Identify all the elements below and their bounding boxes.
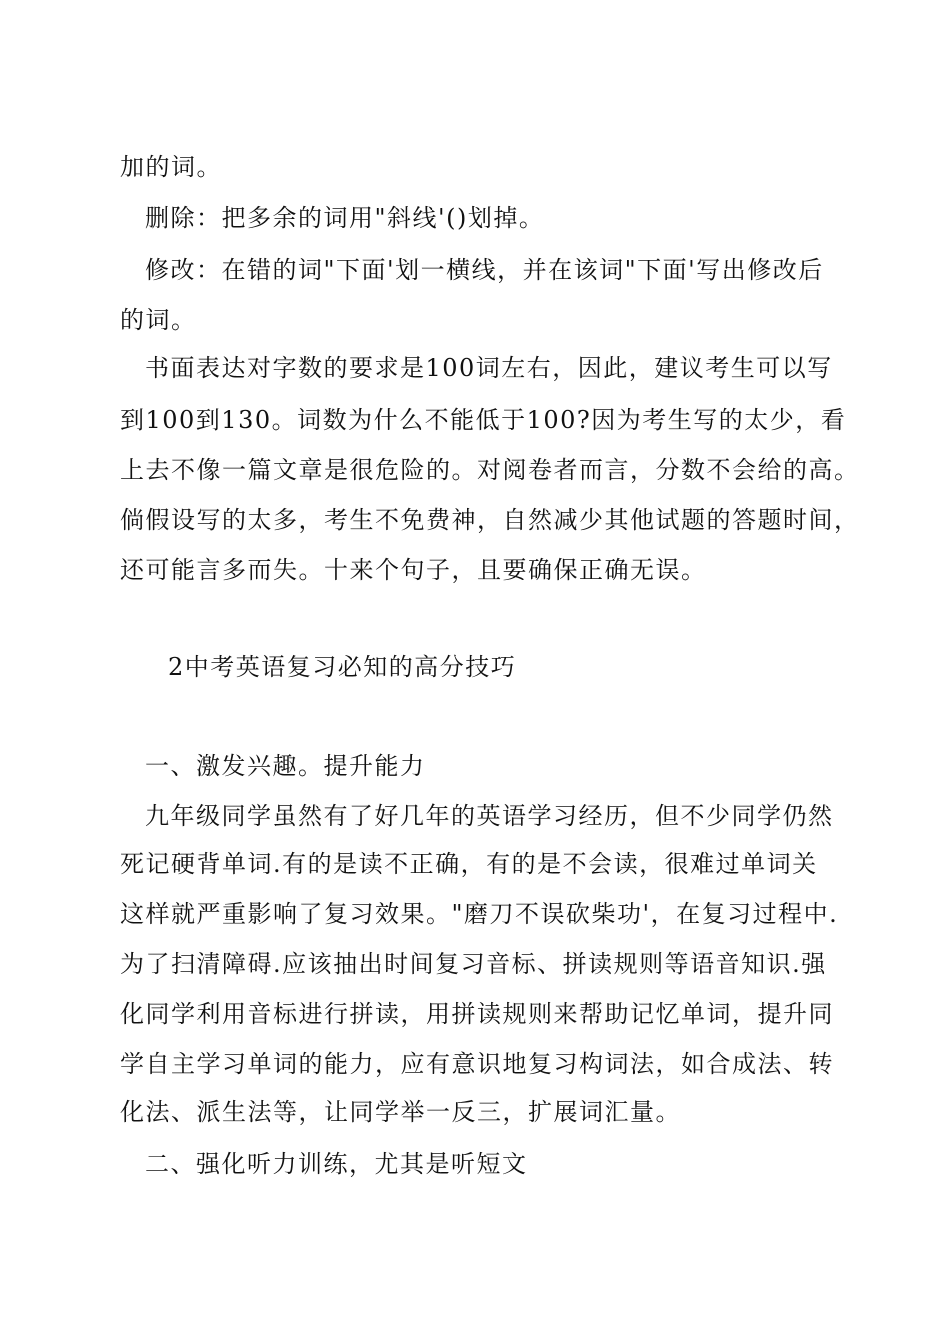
text-line-14: 这样就严重影响了复习效果。"磨刀不误砍柴功'，在复习过程中. (120, 900, 839, 928)
text-line-2: 删除：把多余的词用"斜线'()划掉。 (145, 204, 545, 232)
text-line-3: 修改：在错的词"下面'划一横线，并在该词"下面'写出修改后 (145, 256, 824, 284)
text-line-1: 加的词。 (120, 153, 222, 181)
text-line-15: 为了扫清障碍.应该抽出时间复习音标、拼读规则等语音知识.强 (120, 950, 827, 978)
text-line-6: 到100到130。词数为什么不能低于100?因为考生写的太少，看 (120, 406, 847, 434)
text-line-7: 上去不像一篇文章是很危险的。对阅卷者而言，分数不会给的高。 (120, 456, 860, 484)
text-line-8: 倘假设写的太多，考生不免费神，自然减少其他试题的答题时间， (120, 506, 860, 534)
text-line-9: 还可能言多而失。十来个句子，且要确保正确无误。 (120, 556, 707, 584)
text-line-5: 书面表达对字数的要求是100词左右，因此，建议考生可以写 (145, 354, 833, 382)
text-line-4: 的词。 (120, 306, 197, 334)
text-line-16: 化同学利用音标进行拼读，用拼读规则来帮助记忆单词，提升同 (120, 1000, 834, 1028)
text-line-18: 化法、派生法等，让同学举一反三，扩展词汇量。 (120, 1098, 681, 1126)
text-line-13: 死记硬背单词.有的是读不正确，有的是不会读，很难过单词关 (120, 850, 818, 878)
subheading-1: 一、激发兴趣。提升能力 (145, 752, 426, 780)
subheading-2: 二、强化听力训练，尤其是听短文 (145, 1150, 528, 1178)
text-line-17: 学自主学习单词的能力，应有意识地复习构词法，如合成法、转 (120, 1050, 834, 1078)
section-heading: 2中考英语复习必知的高分技巧 (168, 653, 517, 681)
text-line-12: 九年级同学虽然有了好几年的英语学习经历，但不少同学仍然 (145, 802, 834, 830)
